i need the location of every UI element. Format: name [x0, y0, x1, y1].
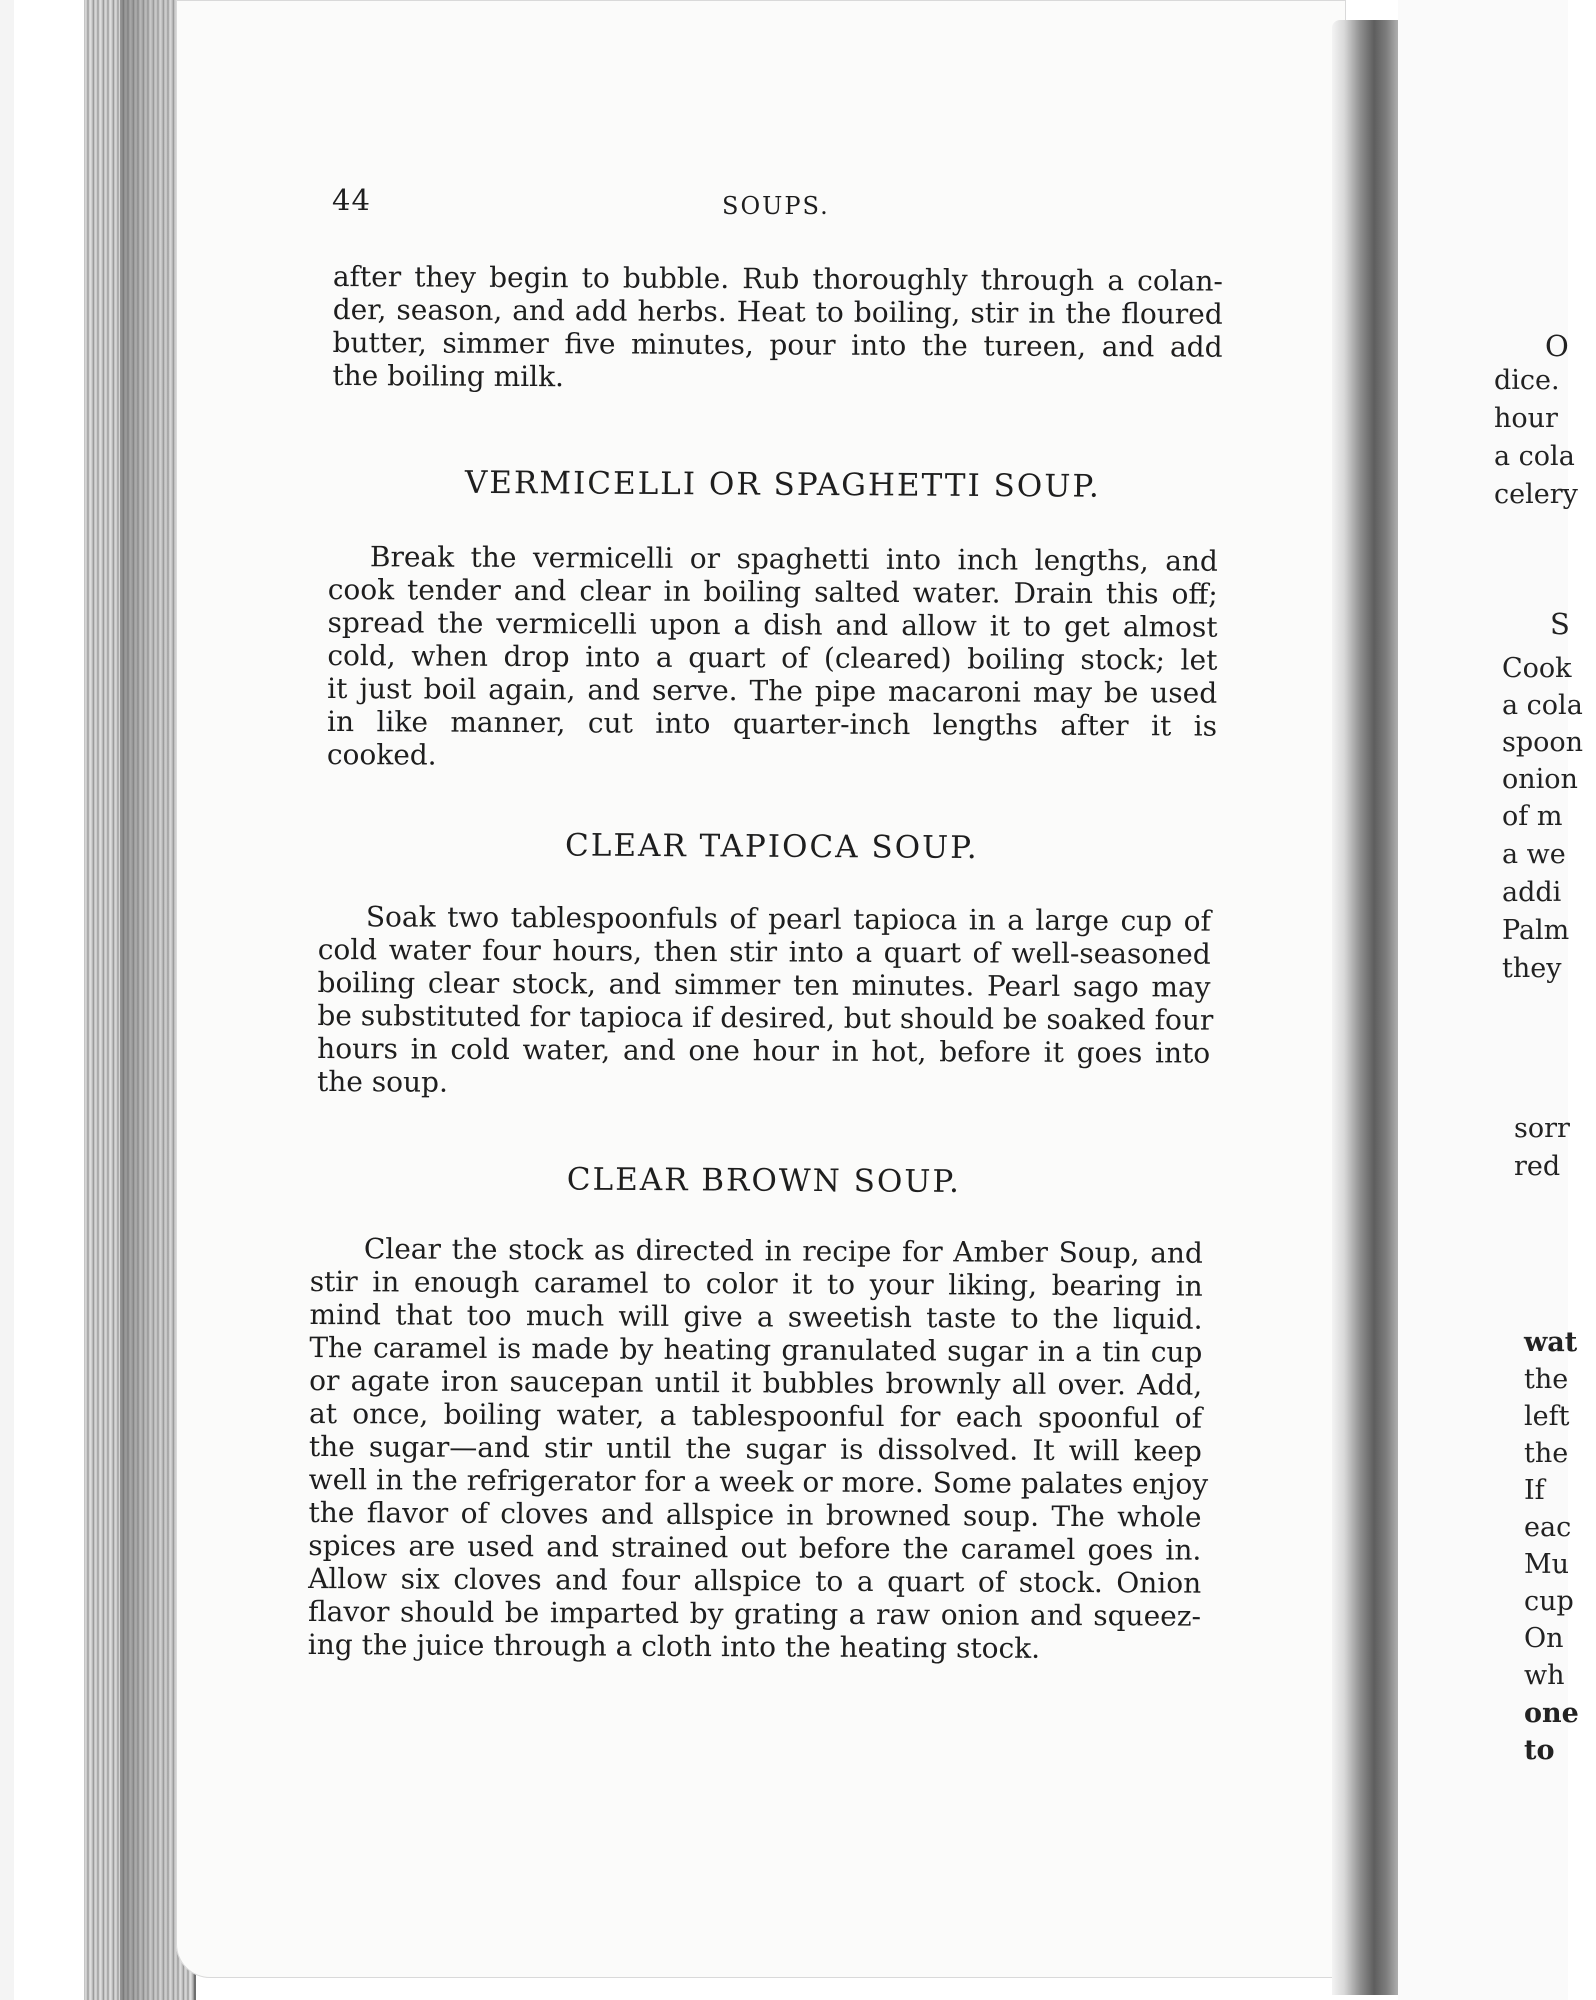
text-line: Allow six cloves and four allspice to a quart of stock. Onion	[308, 1561, 1202, 1600]
text-line: boiling clear stock, and simmer ten minutes. Pearl sago may	[317, 965, 1211, 1004]
facing-page-fragment: eac	[1524, 1512, 1572, 1543]
facing-page-fragment: to	[1524, 1735, 1555, 1766]
facing-page-fragment: they	[1502, 953, 1562, 984]
facing-page-fragment: the	[1524, 1364, 1569, 1395]
facing-page-fragment: spoon	[1502, 727, 1584, 758]
facing-page-fragment: addi	[1502, 877, 1562, 908]
recipe-body-vermicelli	[327, 540, 1218, 776]
book-gutter	[1332, 20, 1400, 1995]
text-line: mind that too much will give a sweetish taste to the liquid.	[309, 1297, 1203, 1336]
opening-paragraph	[332, 260, 1223, 397]
facing-page-fragment: of m	[1502, 801, 1563, 832]
text-line: The caramel is made by heating granulated sugar in a tin cup	[309, 1330, 1203, 1369]
recipe-title-tapioca: CLEAR TAPIOCA SOUP.	[564, 827, 979, 867]
text-line: der, season, and add herbs. Heat to boiling, stir in the floured	[332, 292, 1223, 331]
text-line: butter, simmer five minutes, pour into the tureen, and add	[332, 325, 1223, 364]
text-line: be substituted for tapioca if desired, but should be soaked four	[317, 998, 1214, 1037]
text-line: the boiling milk.	[332, 358, 565, 394]
facing-page-fragment: left	[1524, 1401, 1570, 1432]
facing-page-fragment: Palm	[1502, 915, 1570, 946]
facing-page-fragment: On	[1524, 1623, 1564, 1654]
recipe-title-brown-soup: CLEAR BROWN SOUP.	[566, 1161, 962, 1200]
recipe-body-brown-soup	[307, 1232, 1209, 1666]
text-line: well in the refrigerator for a week or more. Some palates enjoy	[308, 1462, 1209, 1501]
facing-page-fragment: a cola	[1502, 690, 1583, 721]
recipe-body-tapioca	[316, 900, 1214, 1103]
text-line: flavor should be imparted by grating a raw onion and squeez-	[307, 1594, 1202, 1633]
text-line: at once, boiling water, a tablespoonful for each spoonful of	[308, 1396, 1203, 1435]
text-line: cooked.	[326, 737, 437, 772]
text-line: spread the vermicelli upon a dish and allow it to get almost	[327, 605, 1218, 644]
text-line: Clear the stock as directed in recipe for Amber Soup, and	[363, 1232, 1203, 1270]
text-line: stir in enough caramel to color it to your liking, bearing in	[309, 1264, 1203, 1303]
text-line: in like manner, cut into quarter-inch lengths after it is	[326, 704, 1218, 743]
facing-page-fragment: a cola	[1494, 441, 1575, 472]
facing-page-fragment: wat	[1524, 1327, 1578, 1358]
facing-page-fragment: hour	[1494, 403, 1558, 434]
facing-page-fragment: celery	[1494, 479, 1578, 510]
facing-page-fragment: a we	[1502, 839, 1566, 870]
facing-page-fragment: Cook	[1502, 653, 1572, 684]
facing-page-fragment: S	[1550, 607, 1570, 641]
facing-page-fragment: dice.	[1494, 365, 1560, 396]
facing-page-fragment: red	[1514, 1151, 1561, 1182]
text-line: Break the vermicelli or spaghetti into inch lengths, and	[369, 540, 1218, 578]
text-line: the soup.	[316, 1064, 448, 1099]
facing-page-fragment: wh	[1524, 1660, 1565, 1691]
text-line: ing the juice through a cloth into the heating stock.	[307, 1627, 1041, 1665]
text-line: Soak two tablespoonfuls of pearl tapioca in a large cup of	[365, 900, 1211, 938]
text-line: after they begin to bubble. Rub thoroughly through a colan-	[332, 260, 1223, 298]
text-line: cook tender and clear in boiling salted water. Drain this off;	[327, 572, 1218, 611]
facing-page-fragment: the	[1524, 1438, 1569, 1469]
recipe-title-vermicelli: VERMICELLI OR SPAGHETTI SOUP.	[464, 464, 1101, 505]
facing-page-fragment: onion	[1502, 764, 1578, 795]
text-line: spices are used and strained out before the caramel goes in.	[308, 1528, 1202, 1567]
text-line: or agate iron saucepan until it bubbles brownly all over. Add,	[309, 1363, 1203, 1402]
facing-page-fragment: Mu	[1524, 1549, 1570, 1580]
text-line: it just boil again, and serve. The pipe macaroni may be used	[327, 671, 1218, 710]
running-head: SOUPS.	[722, 192, 830, 220]
text-line: cold water four hours, then stir into a quart of well-seasoned	[317, 932, 1211, 971]
text-line: cold, when drop into a quart of (cleared) boiling stock; let	[327, 638, 1218, 677]
page-number: 44	[332, 183, 371, 217]
facing-page-fragment: If	[1524, 1475, 1545, 1506]
facing-page-fragment: cup	[1524, 1586, 1574, 1617]
facing-page-fragment: one	[1524, 1698, 1579, 1729]
facing-page-fragment: O	[1545, 329, 1569, 363]
text-line: the sugar—and stir until the sugar is dissolved. It will keep	[308, 1429, 1202, 1468]
facing-page-fragment: sorr	[1514, 1113, 1570, 1144]
scan-margin	[0, 0, 14, 2000]
text-line: hours in cold water, and one hour in hot, before it goes into	[317, 1031, 1211, 1070]
text-line: the flavor of cloves and allspice in browned soup. The whole	[308, 1495, 1202, 1534]
